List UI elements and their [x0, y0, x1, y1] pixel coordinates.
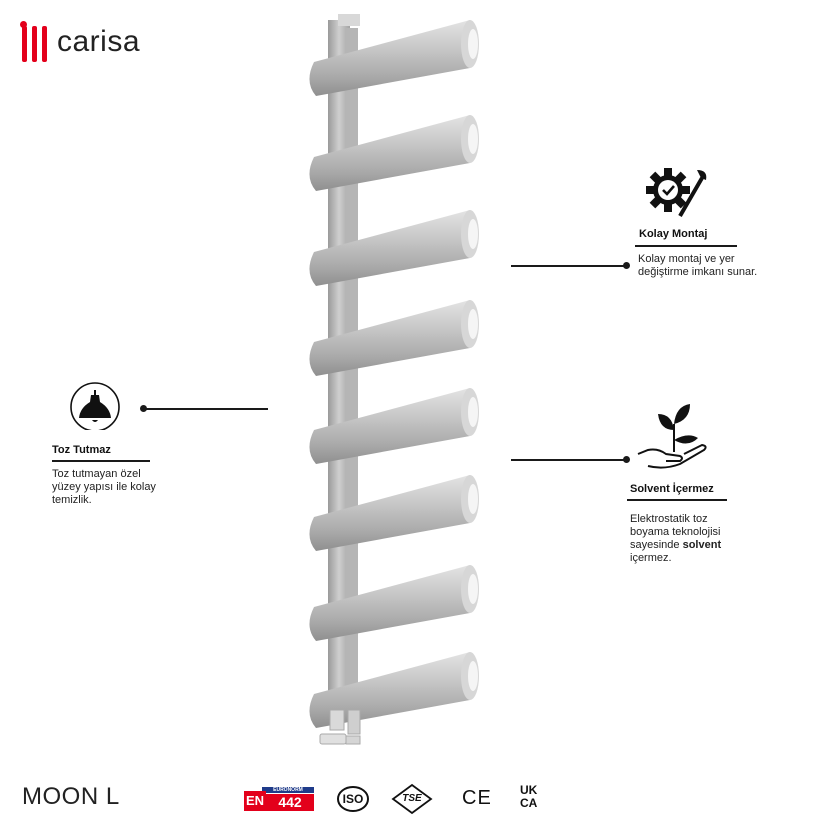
feature-rule-toz [52, 460, 150, 462]
en442-badge: EURONORM EN 442 [244, 787, 314, 811]
connector-line-solvent [511, 459, 627, 461]
connector-dot-kolay [623, 262, 630, 269]
connector-line-kolay [511, 265, 627, 267]
feature-rule-kolay [635, 245, 737, 247]
feature-desc-toz: Toz tutmayan özel yüzey yapısı ile kolay temizlik. [52, 468, 156, 506]
connector-dot-solvent [623, 456, 630, 463]
iso-badge: ISO [334, 785, 372, 813]
feature-rule-solvent [627, 499, 727, 501]
brand-logo [22, 20, 140, 64]
feature-desc-kolay: Kolay montaj ve yer değiştirme imkanı sunar. [638, 253, 758, 278]
plant-hand-icon [636, 400, 710, 472]
product-name: MOON L [22, 783, 120, 810]
ukca-mark: UK CA [520, 783, 538, 810]
radiator-illustration [290, 10, 500, 755]
connector-line-toz [143, 408, 268, 410]
gear-wrench-icon [644, 164, 710, 222]
brand-name: carisa [57, 25, 141, 58]
feature-title-kolay: Kolay Montaj [639, 228, 708, 240]
feature-title-toz: Toz Tutmaz [52, 444, 111, 456]
ce-mark: CE [462, 787, 492, 809]
feature-title-solvent: Solvent İçermez [630, 483, 714, 495]
logo-bars-icon [22, 22, 47, 62]
tse-badge: TSE [391, 783, 433, 815]
feature-desc-solvent: Elektrostatik toz boyama teknolojisi sayesinde solvent içermez. [630, 513, 722, 564]
dust-lamp-icon [66, 382, 126, 430]
